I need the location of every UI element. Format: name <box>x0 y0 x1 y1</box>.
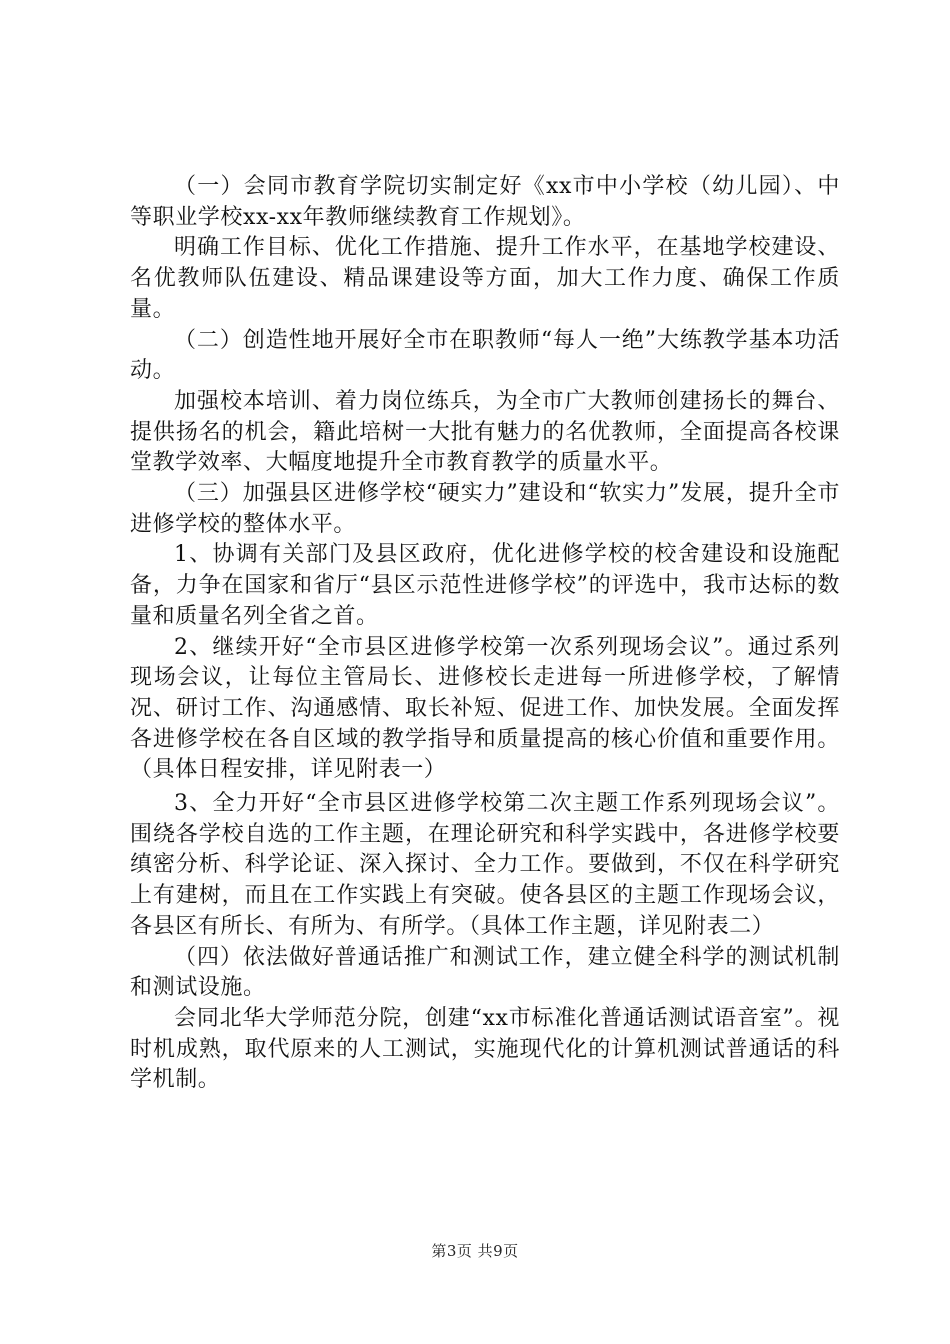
body-paragraph: 加强校本培训、着力岗位练兵，为全市广大教师创建扬长的舞台、提供扬名的机会，籍此培树一大批有魅力的名优教师，全面提高各校课堂教学效率、大幅度地提升全市教育教学的质量水平。 <box>130 388 840 476</box>
list-item: 3、全力开好“全市县区进修学校第二次主题工作系列现场会议”。围绕各学校自选的工作主题，在理论研究和科学实践中，各进修学校要缜密分析、科学论证、深入探讨、全力工作。要做到，不仅在科学研究上有建树，而且在工作实践上有突破。使各县区的主题工作现场会议，各县区有所长、有所为、有所学。（具体工作主题，详见附表二） <box>130 791 840 939</box>
body-paragraph: 明确工作目标、优化工作措施、提升工作水平，在基地学校建设、名优教师队伍建设、精品课建设等方面，加大工作力度、确保工作质量。 <box>130 235 840 322</box>
list-item: 2、继续开好“全市县区进修学校第一次系列现场会议”。通过系列现场会议，让每位主管局长、进修校长走进每一所进修学校，了解情况、研讨工作、沟通感情、取长补短、促进工作、加快发展。全面发挥各进修学校在各自区域的教学指导和质量提高的核心价值和重要作用。（具体日程安排，详见附表一） <box>130 634 840 783</box>
section-heading-2: （二）创造性地开展好全市在职教师“每人一绝”大练教学基本功活动。 <box>130 327 840 384</box>
section-heading-3: （三）加强县区进修学校“硬实力”建设和“软实力”发展，提升全市进修学校的整体水平。 <box>130 481 840 537</box>
page-number: 第3页 共9页 <box>431 1242 519 1260</box>
section-heading-4: （四）依法做好普通话推广和测试工作，建立健全科学的测试机制和测试设施。 <box>130 944 840 1001</box>
list-item: 1、协调有关部门及县区政府，优化进修学校的校舍建设和设施配备，力争在国家和省厅“县区示范性进修学校”的评选中，我市达标的数量和质量名列全省之首。 <box>130 542 840 629</box>
section-heading-1: （一）会同市教育学院切实制定好《xx市中小学校（幼儿园）、中等职业学校xx-xx年教师继续教育工作规划》。 <box>130 174 840 230</box>
document-body <box>130 172 840 1096</box>
body-paragraph: 会同北华大学师范分院，创建“xx市标准化普通话测试语音室”。视时机成熟，取代原来的人工测试，实施现代化的计算机测试普通话的科学机制。 <box>130 1005 840 1093</box>
